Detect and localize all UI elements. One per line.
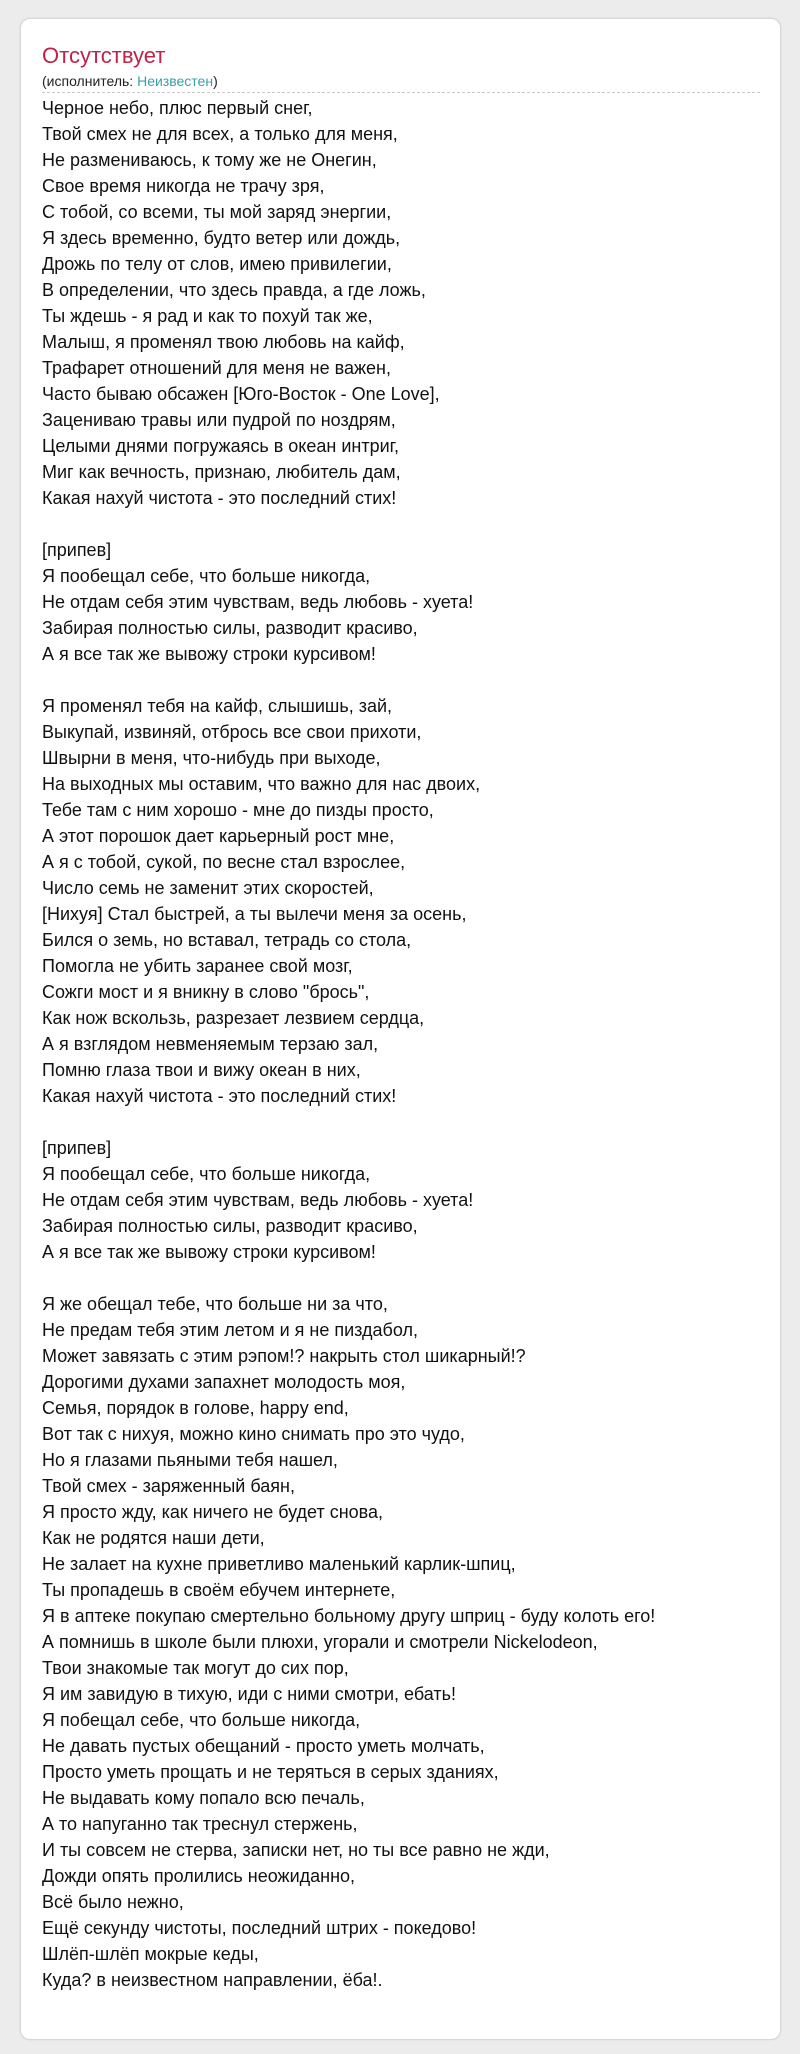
- lyric-line: А я все так же вывожу строки курсивом!: [42, 644, 376, 664]
- lyric-line: Я в аптеке покупаю смертельно больному другу шприц - буду колоть его!: [42, 1606, 656, 1626]
- lyric-line: [припев]: [42, 540, 112, 560]
- lyric-line: Шлёп-шлёп мокрые кеды,: [42, 1944, 259, 1964]
- lyric-line: Я побещал себе, что больше никогда,: [42, 1710, 361, 1730]
- lyric-line: Ты ждешь - я рад и как то похуй так же,: [42, 306, 373, 326]
- lyric-line: Не давать пустых обещаний - просто уметь молчать,: [42, 1736, 485, 1756]
- lyric-line: С тобой, со всеми, ты мой заряд энергии,: [42, 202, 392, 222]
- lyric-line: Число семь не заменит этих скоростей,: [42, 878, 374, 898]
- stanza-break: [42, 667, 762, 693]
- lyric-line: Твой смех не для всех, а только для меня,: [42, 124, 398, 144]
- lyric-line: И ты совсем не стерва, записки нет, но ты все равно не жди,: [42, 1840, 550, 1860]
- lyric-line: В определении, что здесь правда, а где ложь,: [42, 280, 426, 300]
- lyric-line: На выходных мы оставим, что важно для нас двоих,: [42, 774, 481, 794]
- lyric-line: Какая нахуй чистота - это последний стих!: [42, 488, 397, 508]
- lyric-line: Я просто жду, как ничего не будет снова,: [42, 1502, 384, 1522]
- song-title: Отсутствует: [42, 43, 166, 68]
- lyric-line: Целыми днями погружаясь в океан интриг,: [42, 436, 400, 456]
- lyric-line: Дрожь по телу от слов, имею привилегии,: [42, 254, 392, 274]
- lyric-line: Черное небо, плюс первый снег,: [42, 98, 313, 118]
- lyric-line: Забирая полностью силы, разводит красиво,: [42, 618, 418, 638]
- lyric-line: Дорогими духами запахнет молодость моя,: [42, 1372, 406, 1392]
- stanza-break: [42, 511, 762, 537]
- lyric-line: Часто бываю обсажен [Юго-Восток - One Love],: [42, 384, 440, 404]
- lyric-line: Я пообещал себе, что больше никогда,: [42, 566, 371, 586]
- lyric-line: Твой смех - заряженный баян,: [42, 1476, 295, 1496]
- lyric-line: Я пообещал себе, что больше никогда,: [42, 1164, 371, 1184]
- lyric-line: Я же обещал тебе, что больше ни за что,: [42, 1294, 388, 1314]
- artist-line: [42, 72, 218, 90]
- lyric-line: Помогла не убить заранее свой мозг,: [42, 956, 353, 976]
- lyric-line: А я все так же вывожу строки курсивом!: [42, 1242, 376, 1262]
- stanza-break: [42, 1109, 762, 1135]
- stanza-break: [42, 1265, 762, 1291]
- lyric-line: Трафарет отношений для меня не важен,: [42, 358, 391, 378]
- lyric-line: Какая нахуй чистота - это последний стих!: [42, 1086, 397, 1106]
- lyric-line: Не предам тебя этим летом и я не пиздабол,: [42, 1320, 418, 1340]
- lyric-line: А я с тобой, сукой, по весне стал взрослее,: [42, 852, 406, 872]
- lyric-line: Миг как вечность, признаю, любитель дам,: [42, 462, 401, 482]
- lyric-line: Не отдам себя этим чувствам, ведь любовь - хуета!: [42, 592, 474, 612]
- lyric-line: Дожди опять пролились неожиданно,: [42, 1866, 356, 1886]
- lyric-line: Ещё секунду чистоты, последний штрих - покедово!: [42, 1918, 477, 1938]
- lyric-line: Не залает на кухне приветливо маленький карлик-шпиц,: [42, 1554, 516, 1574]
- lyric-line: А то напуганно так треснул стержень,: [42, 1814, 358, 1834]
- lyric-line: Не выдавать кому попало всю печаль,: [42, 1788, 365, 1808]
- lyric-line: Я променял тебя на кайф, слышишь, зай,: [42, 696, 393, 716]
- lyric-line: Тебе там с ним хорошо - мне до пизды просто,: [42, 800, 434, 820]
- lyric-line: Не отдам себя этим чувствам, ведь любовь - хуета!: [42, 1190, 474, 1210]
- lyric-line: А помнишь в школе были плюхи, угорали и смотрели Nickelodeon,: [42, 1632, 598, 1652]
- lyric-line: Семья, порядок в голове, happy end,: [42, 1398, 349, 1418]
- lyric-line: Твои знакомые так могут до сих пор,: [42, 1658, 349, 1678]
- lyric-line: Как нож вскользь, разрезает лезвием сердца,: [42, 1008, 425, 1028]
- artist-suffix: ): [213, 73, 218, 89]
- lyric-line: Может завязать с этим рэпом!? накрыть стол шикарный!?: [42, 1346, 526, 1366]
- lyric-line: Всё было нежно,: [42, 1892, 184, 1912]
- header-divider: [42, 92, 760, 93]
- lyric-line: Я им завидую в тихую, иди с ними смотри, ебать!: [42, 1684, 456, 1704]
- lyric-line: Но я глазами пьяными тебя нашел,: [42, 1450, 338, 1470]
- lyric-line: А этот порошок дает карьерный рост мне,: [42, 826, 395, 846]
- lyric-line: [Нихуя] Стал быстрей, а ты вылечи меня за осень,: [42, 904, 467, 924]
- lyric-line: Забирая полностью силы, разводит красиво,: [42, 1216, 418, 1236]
- lyric-line: Малыш, я променял твою любовь на кайф,: [42, 332, 405, 352]
- lyric-line: Просто уметь прощать и не теряться в серых зданиях,: [42, 1762, 499, 1782]
- lyric-line: Не размениваюсь, к тому же не Онегин,: [42, 150, 377, 170]
- artist-prefix: (исполнитель:: [42, 73, 138, 89]
- lyric-line: Я здесь временно, будто ветер или дождь,: [42, 228, 401, 248]
- lyric-line: Помню глаза твои и вижу океан в них,: [42, 1060, 361, 1080]
- lyric-line: Сожги мост и я вникну в слово "брось",: [42, 982, 370, 1002]
- lyrics-text: [42, 95, 762, 1993]
- lyric-line: Зацениваю травы или пудрой по ноздрям,: [42, 410, 396, 430]
- lyric-line: Как не родятся наши дети,: [42, 1528, 265, 1548]
- lyric-line: А я взглядом невменяемым терзаю зал,: [42, 1034, 379, 1054]
- lyric-line: Выкупай, извиняй, отбрось все свои прихоти,: [42, 722, 422, 742]
- artist-link[interactable]: Неизвестен: [137, 73, 214, 89]
- lyric-line: Вот так с нихуя, можно кино снимать про это чудо,: [42, 1424, 465, 1444]
- lyric-line: Бился о земь, но вставал, тетрадь со стола,: [42, 930, 412, 950]
- lyric-line: Свое время никогда не трачу зря,: [42, 176, 325, 196]
- lyric-line: [припев]: [42, 1138, 112, 1158]
- lyric-line: Ты пропадешь в своём ебучем интернете,: [42, 1580, 396, 1600]
- lyric-line: Куда? в неизвестном направлении, ёба!.: [42, 1970, 383, 1990]
- lyric-line: Швырни в меня, что-нибудь при выходе,: [42, 748, 381, 768]
